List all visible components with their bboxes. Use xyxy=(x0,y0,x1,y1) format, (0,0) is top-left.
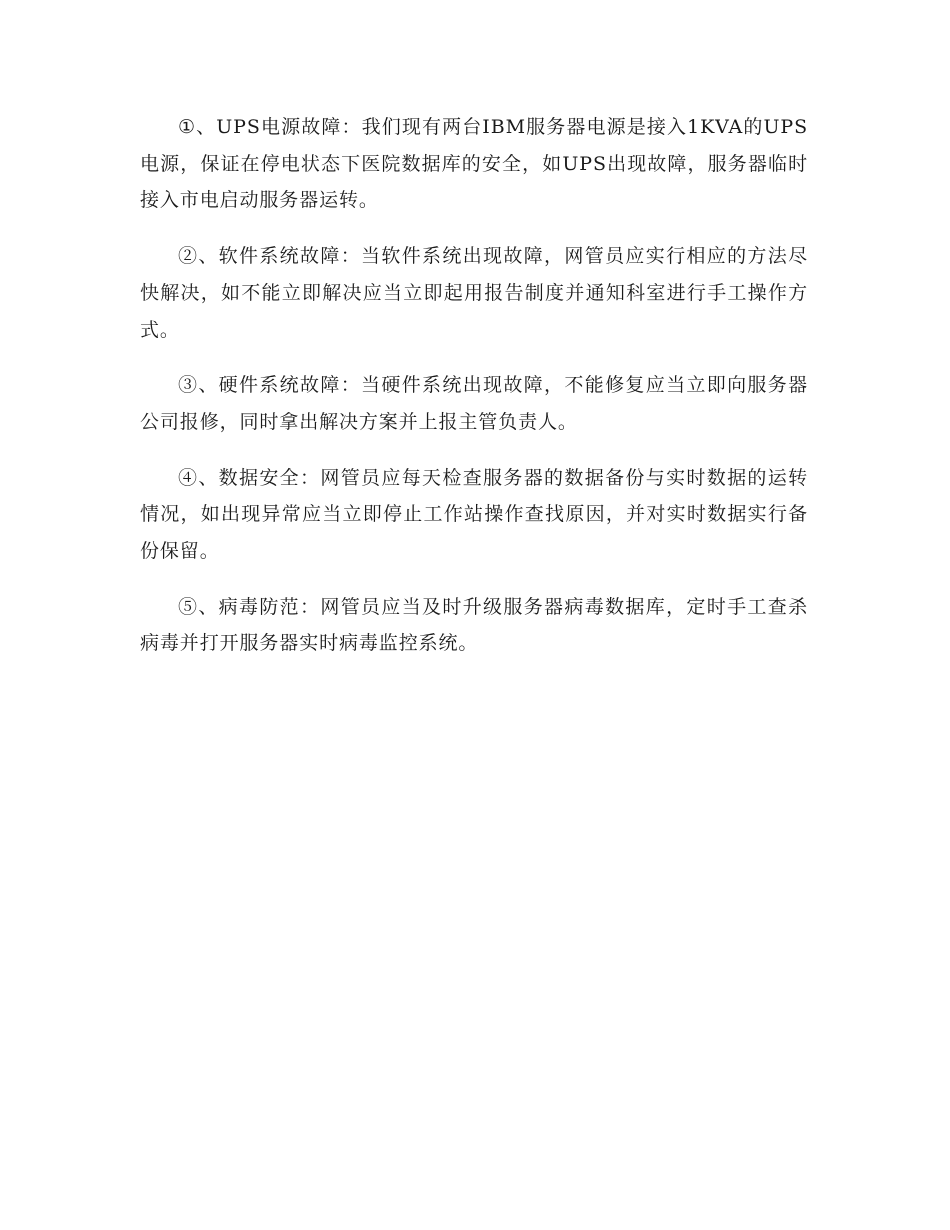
paragraph-hardware-failure: ③、硬件系统故障：当硬件系统出现故障，不能修复应当立即向服务器公司报修，同时拿出解决方案并上报主管负责人。 xyxy=(140,374,808,433)
document-body xyxy=(140,109,808,681)
paragraph-data-security: ④、数据安全：网管员应每天检查服务器的数据备份与实时数据的运转情况，如出现异常应当立即停止工作站操作查找原因，并对实时数据实行备份保留。 xyxy=(140,466,808,563)
paragraph-software-failure: ②、软件系统故障：当软件系统出现故障，网管员应实行相应的方法尽快解决，如不能立即解决应当立即起用报告制度并通知科室进行手工操作方式。 xyxy=(140,245,808,341)
paragraph-virus-prevention: ⑤、病毒防范：网管员应当及时升级服务器病毒数据库，定时手工查杀病毒并打开服务器实时病毒监控系统。 xyxy=(140,595,808,655)
paragraph-ups-failure: ①、UPS电源故障：我们现有两台IBM服务器电源是接入1KVA的UPS电源，保证在停电状态下医院数据库的安全，如UPS出现故障，服务器临时接入市电启动服务器运转。 xyxy=(140,116,808,212)
